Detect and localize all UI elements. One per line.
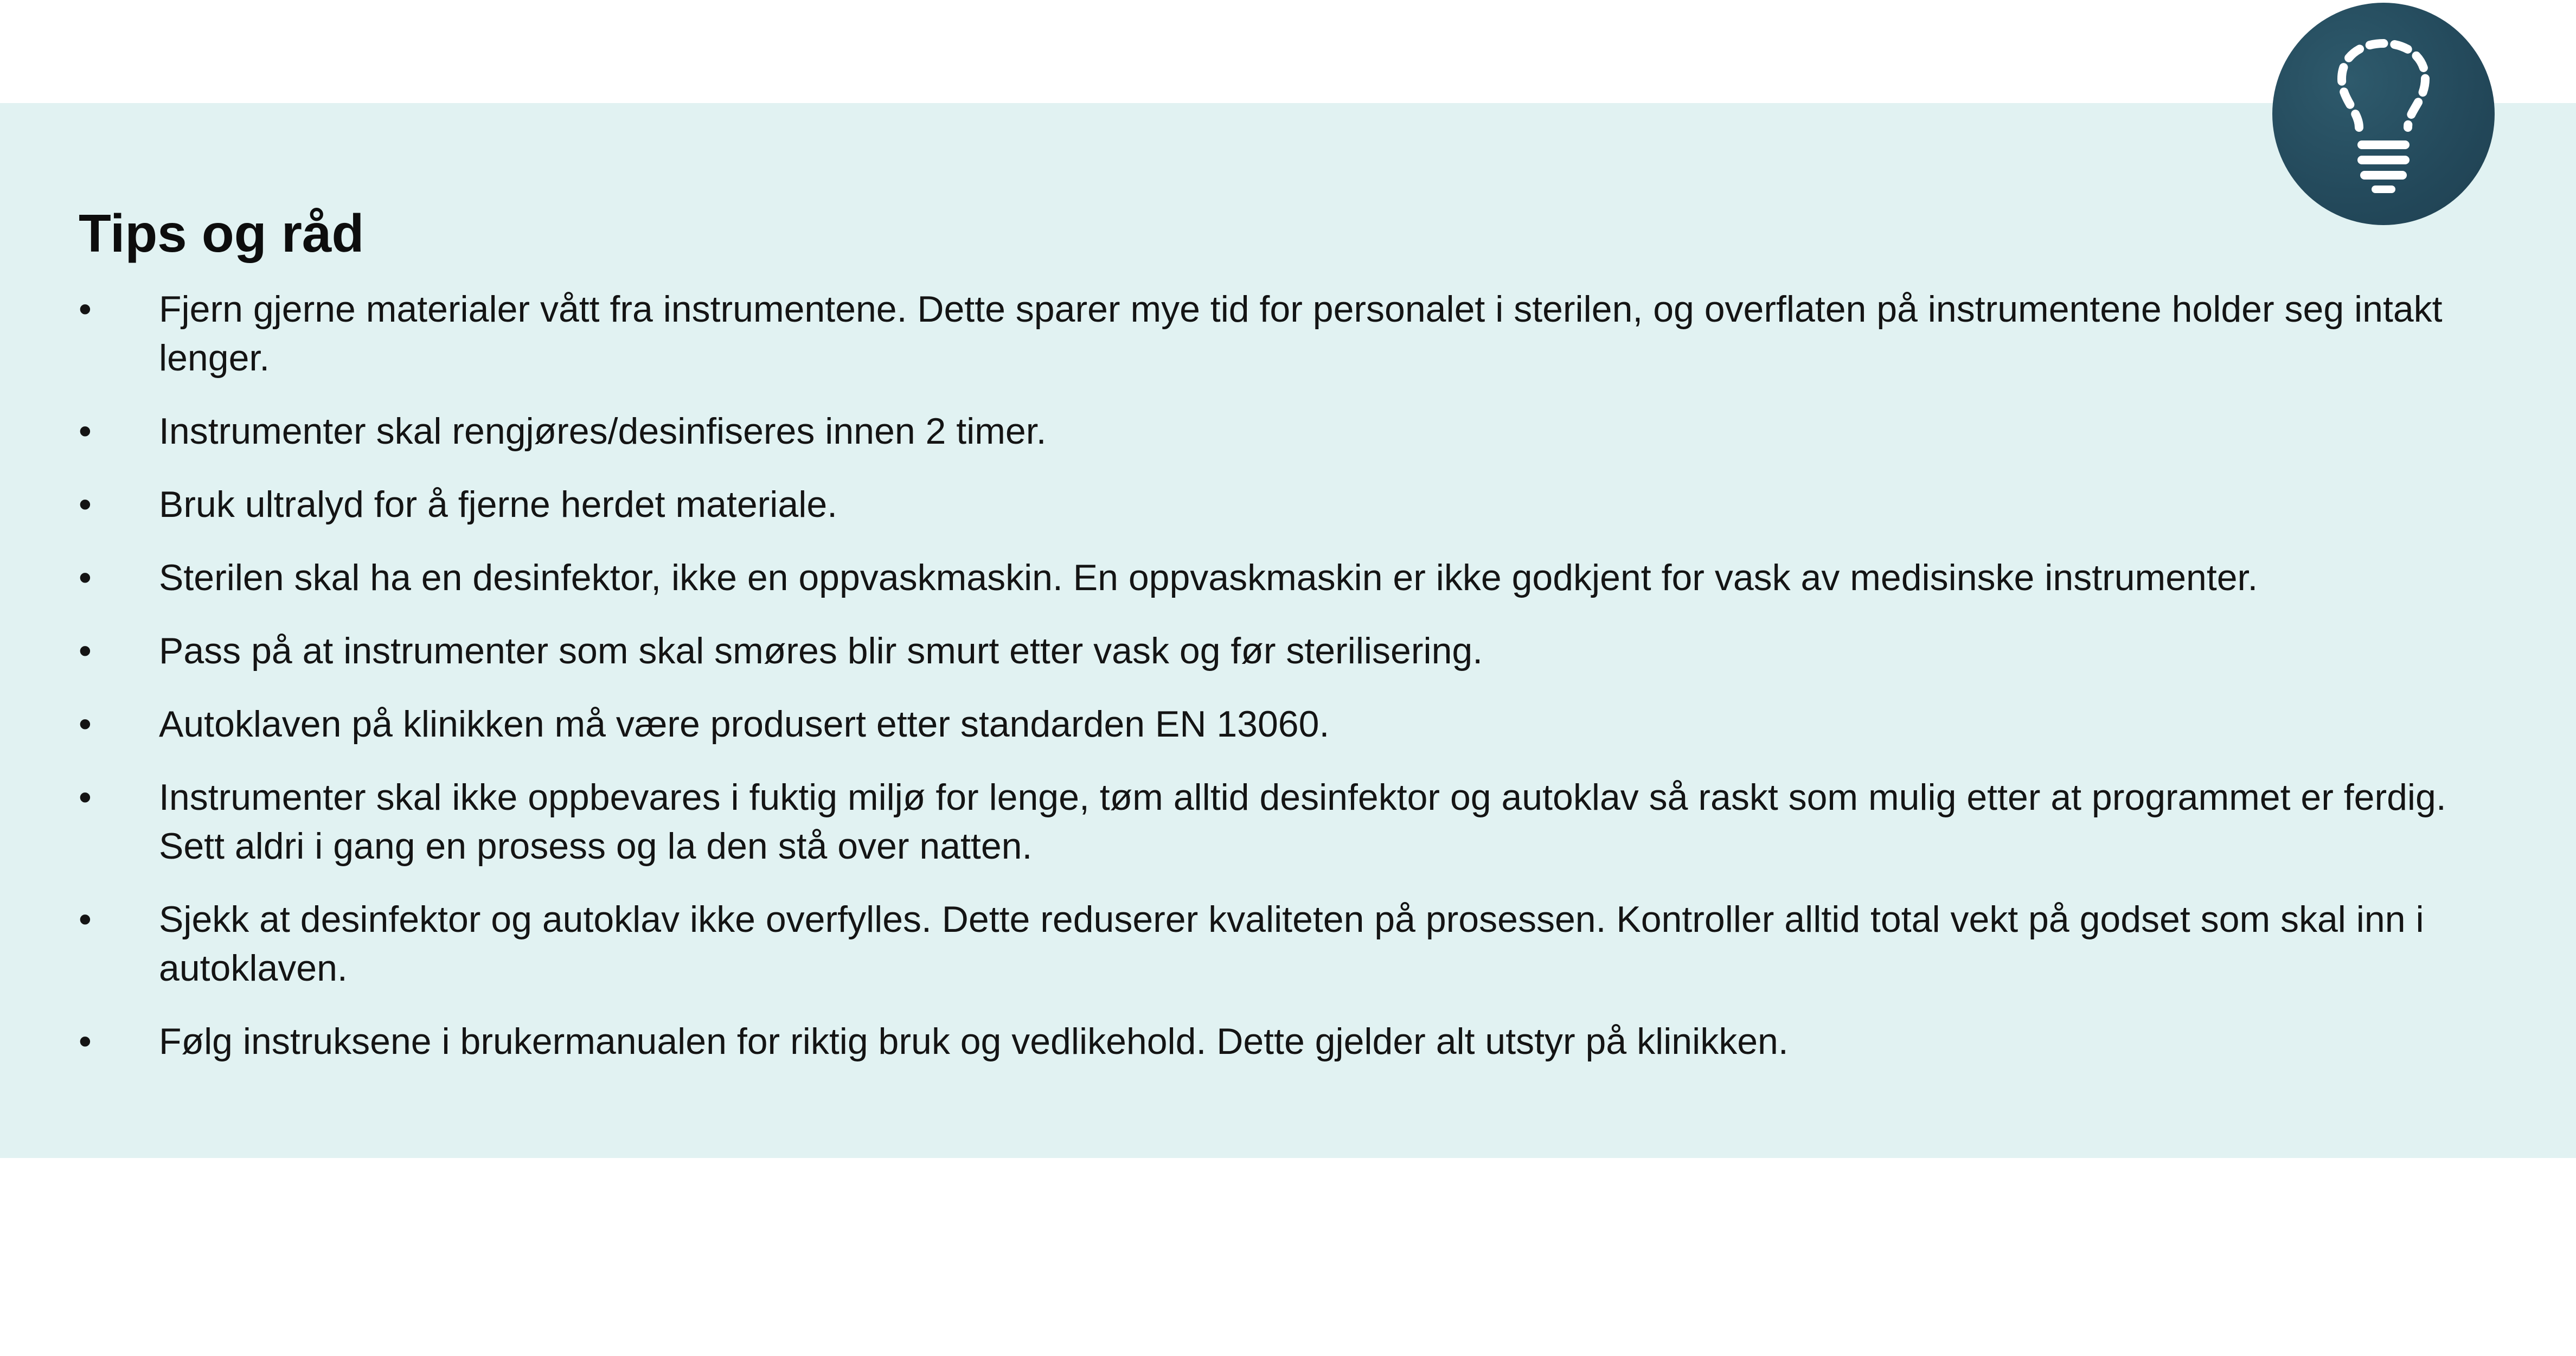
bullet: • xyxy=(79,777,92,818)
list-item xyxy=(79,480,2508,529)
list-item-text: Pass på at instrumenter som skal smøres blir smurt etter vask og før sterilisering. xyxy=(159,630,1483,671)
bullet: • xyxy=(79,289,92,330)
list-item xyxy=(79,1017,2508,1066)
list-item xyxy=(79,700,2508,749)
bullet: • xyxy=(79,557,92,598)
bullet: • xyxy=(79,411,92,452)
list-item-text: Autoklaven på klinikken må være produsert etter standarden EN 13060. xyxy=(159,703,1330,745)
bullet: • xyxy=(79,703,92,745)
lightbulb-icon xyxy=(2272,3,2495,225)
lightbulb-badge xyxy=(2272,3,2495,225)
list-item xyxy=(79,626,2508,675)
bullet: • xyxy=(79,1021,92,1062)
list-item-text: Fjern gjerne materialer vått fra instrumentene. Dette sparer mye tid for personalet i sterilen, og overflaten på instrumentene holder seg intakt lenger. xyxy=(159,289,2443,379)
page-title: Tips og råd xyxy=(79,203,364,263)
bullet: • xyxy=(79,630,92,671)
list-item xyxy=(79,407,2508,456)
list-item-text: Instrumenter skal rengjøres/desinfiseres innen 2 timer. xyxy=(159,411,1047,452)
list-item xyxy=(79,895,2508,993)
list-item xyxy=(79,773,2508,871)
list-item xyxy=(79,285,2508,382)
list-item xyxy=(79,553,2508,602)
tips-list xyxy=(79,285,2508,1090)
bullet: • xyxy=(79,899,92,940)
list-item-text: Sjekk at desinfektor og autoklav ikke overfylles. Dette reduserer kvaliteten på prosessen. Kontroller alltid total vekt på godset som skal inn i autoklaven. xyxy=(159,899,2424,989)
list-item-text: Bruk ultralyd for å fjerne herdet materiale. xyxy=(159,484,838,525)
list-item-text: Sterilen skal ha en desinfektor, ikke en oppvaskmaskin. En oppvaskmaskin er ikke godkjent for vask av medisinske instrumenter. xyxy=(159,557,2258,598)
list-item-text: Følg instruksene i brukermanualen for riktig bruk og vedlikehold. Dette gjelder alt utstyr på klinikken. xyxy=(159,1021,1789,1062)
bullet: • xyxy=(79,484,92,525)
list-item-text: Instrumenter skal ikke oppbevares i fuktig miljø for lenge, tøm alltid desinfektor og autoklav så raskt som mulig etter at programmet er ferdig. Sett aldri i gang en prosess og la den stå over natten. xyxy=(159,777,2446,867)
